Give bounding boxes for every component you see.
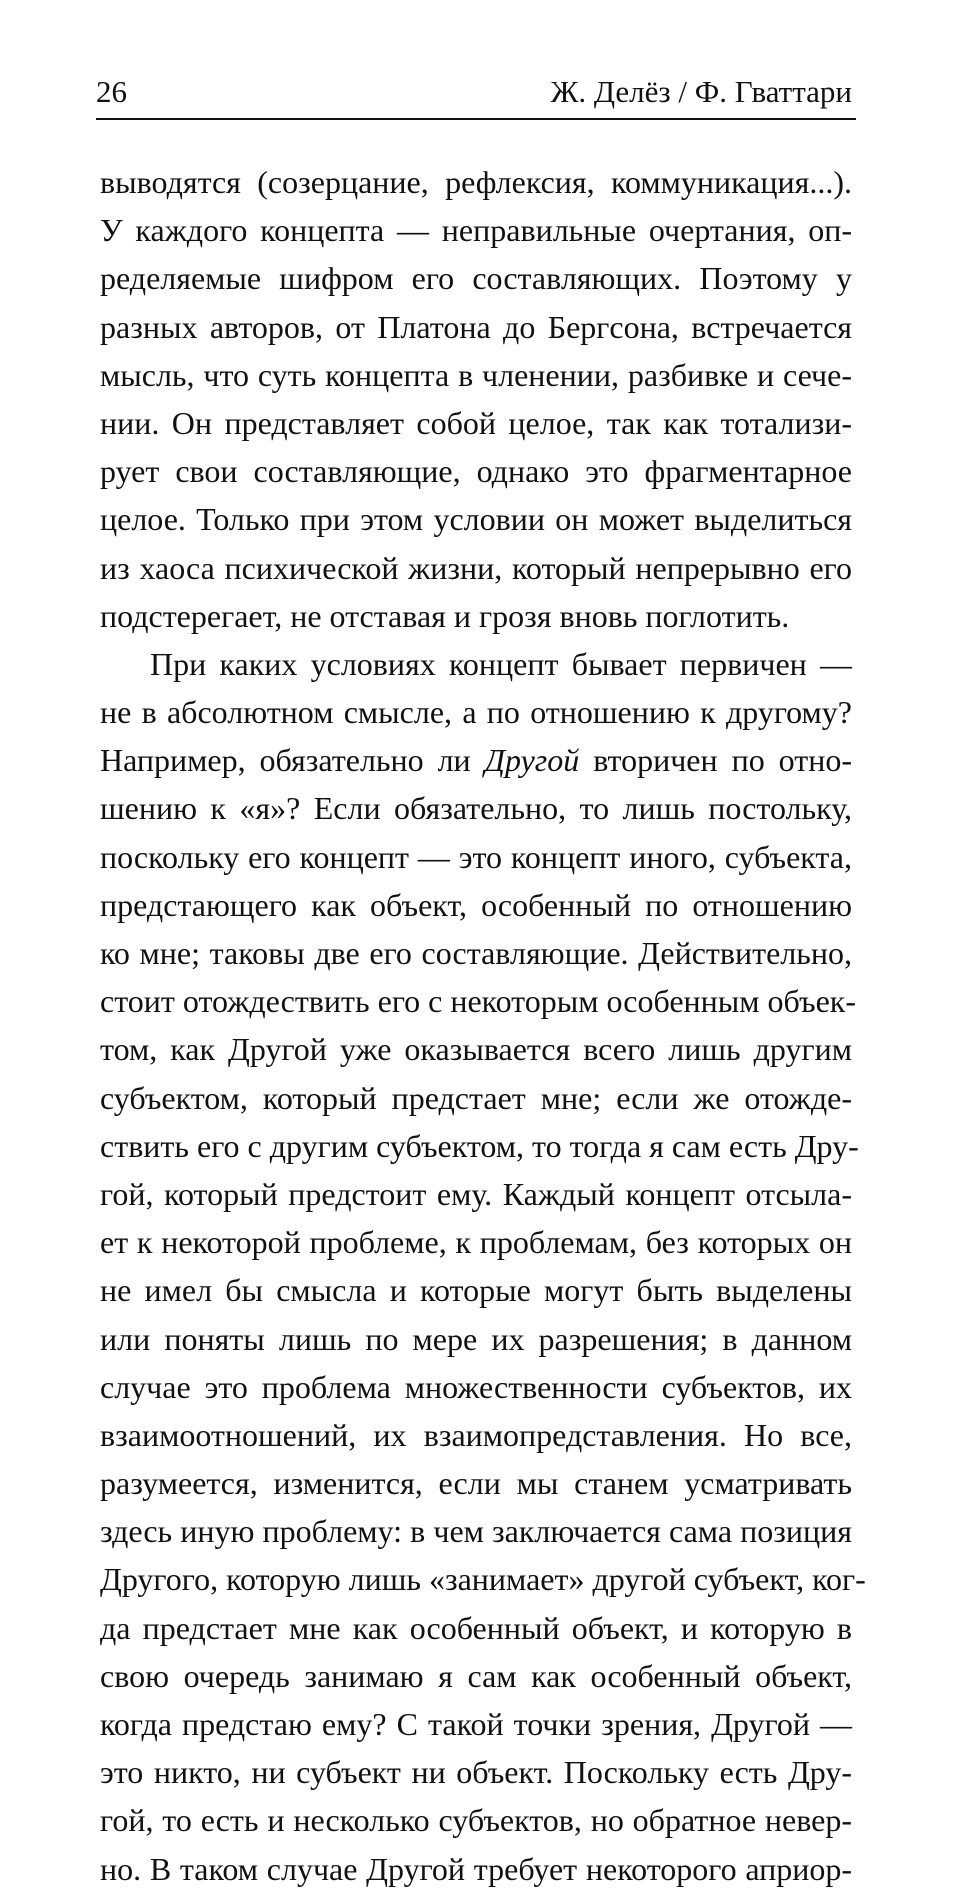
text-line: здесь иную проблему: в чем заключается сама позиция [100, 1513, 852, 1550]
text-line: или поняты лишь по мере их разрешения; в данном [100, 1320, 852, 1357]
text-line: это никто, ни субъект ни объект. Поскольку есть Дру- [100, 1754, 852, 1791]
text-line: Другого, которую лишь «занимает» другой субъект, ког- [100, 1561, 866, 1598]
line-text-after: вторичен по отно- [579, 742, 853, 779]
text-line: поскольку его концепт — это концепт иного, субъекта, [100, 838, 852, 875]
text-line: ределяемые шифром его составляющих. Поэтому у [100, 260, 852, 297]
text-line: ет к некоторой проблеме, к проблемам, без которых он [100, 1224, 852, 1261]
text-line: когда предстаю ему? С такой точки зрения, Другой — [100, 1706, 852, 1742]
text-line: разных авторов, от Платона до Бергсона, встречается [100, 308, 852, 345]
paragraph-first-line: При каких условиях концепт бывает первичен — [150, 645, 852, 682]
text-line: шению к «я»? Если обязательно, то лишь постольку, [100, 790, 852, 827]
text-line: гой, который предстоит ему. Каждый концепт отсыла- [100, 1175, 852, 1212]
text-line: свою очередь занимаю я сам как особенный объект, [100, 1657, 852, 1694]
text-line: нии. Он представляет собой целое, так как тотализи- [100, 404, 852, 441]
page-number: 26 [96, 74, 127, 109]
text-line: случае это проблема множественности субъектов, их [100, 1368, 852, 1405]
running-title: Ж. Делёз / Ф. Гваттари [550, 74, 852, 109]
text-line: предстающего как объект, особенный по отношению [100, 886, 852, 923]
text-line: рует свои составляющие, однако это фрагментарное [100, 453, 852, 490]
text-line-with-emphasis [100, 736, 852, 784]
text-line: гой, то есть и несколько субъектов, но обратное невер- [100, 1802, 852, 1839]
emphasized-word: Другой [484, 742, 580, 779]
text-line: из хаоса психической жизни, который непрерывно его [100, 549, 852, 586]
text-line: стоит отождествить его с некоторым особенным объек- [100, 983, 856, 1020]
text-line: целое. Только при этом условии он может выделиться [100, 501, 852, 538]
text-line: но. В таком случае Другой требует некоторого априор- [100, 1850, 852, 1887]
text-line: да предстает мне как особенный объект, и которую в [100, 1609, 852, 1646]
text-line: У каждого концепта — неправильные очертания, оп- [100, 212, 852, 249]
body-text [100, 158, 866, 1893]
text-line: том, как Другой уже оказывается всего лишь другим [100, 1031, 852, 1068]
paragraph-last-line: подстерегает, не отставая и грозя вновь поглотить. [100, 597, 790, 634]
running-head [96, 66, 852, 112]
text-line: ко мне; таковы две его составляющие. Действительно, [100, 935, 852, 971]
text-line: не в абсолютном смысле, а по отношению к другому? [100, 694, 852, 731]
text-line: взаимоотношений, их взаимопредставления. Но все, [100, 1416, 852, 1453]
line-text-before: Например, обязательно ли [100, 742, 485, 779]
text-line: мысль, что суть концепта в членении, разбивке и сече- [100, 356, 852, 393]
text-line: не имел бы смысла и которые могут быть выделены [100, 1272, 852, 1309]
text-line: субъектом, который предстает мне; если же отожде- [100, 1079, 852, 1116]
header-rule [96, 118, 856, 120]
text-line: ствить его с другим субъектом, то тогда я сам есть Дру- [100, 1127, 859, 1164]
text-line: разумеется, изменится, если мы станем усматривать [100, 1465, 852, 1502]
text-line: выводятся (созерцание, рефлексия, коммуникация...). [100, 164, 852, 200]
